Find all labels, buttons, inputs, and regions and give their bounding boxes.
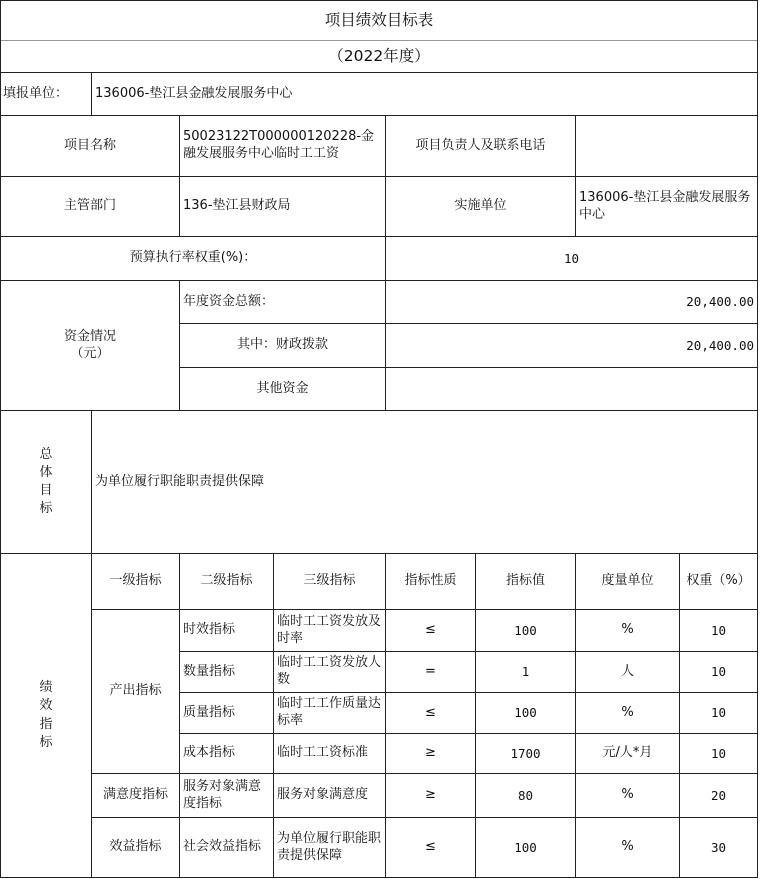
indicator-unit: % bbox=[621, 787, 634, 803]
year-label: （2022年度） bbox=[328, 46, 430, 65]
other-funds-label: 其他资金 bbox=[256, 380, 309, 396]
fiscal-label: 其中：财政拨款 bbox=[236, 337, 328, 353]
indicator-nature: = bbox=[425, 663, 436, 679]
contact-value bbox=[576, 116, 757, 176]
unit-label: 填报单位： bbox=[3, 85, 69, 101]
indicator-nature: ≥ bbox=[425, 787, 436, 803]
indicator-value: 80 bbox=[517, 787, 534, 803]
header-value: 指标值 bbox=[505, 573, 545, 589]
overall-goal-text: 为单位履行职能职责提供保障 bbox=[95, 473, 265, 489]
page-title: 项目绩效目标表 bbox=[324, 10, 434, 29]
indicator-level3: 为单位履行职能职责提供保障 bbox=[277, 830, 382, 863]
annual-total-value: 20,400.00 bbox=[686, 294, 754, 309]
indicator-value: 1 bbox=[521, 664, 530, 679]
fiscal-value: 20,400.00 bbox=[686, 337, 754, 353]
indicator-weight: 10 bbox=[710, 705, 727, 720]
indicator-unit: % bbox=[621, 704, 634, 720]
indicator-unit: % bbox=[621, 839, 634, 855]
dept-label: 主管部门 bbox=[63, 198, 116, 214]
indicator-level2: 质量指标 bbox=[183, 704, 236, 720]
unit-value: 136006-垫江县金融发展服务中心 bbox=[95, 85, 293, 101]
indicator-weight: 20 bbox=[710, 787, 727, 803]
other-funds-value bbox=[386, 368, 757, 410]
indicator-nature: ≥ bbox=[425, 745, 436, 761]
budget-weight-value: 10 bbox=[563, 250, 580, 266]
indicator-level3: 临时工工资标准 bbox=[277, 745, 369, 761]
indicator-level2: 时效指标 bbox=[183, 622, 236, 638]
indicator-value: 1700 bbox=[510, 745, 541, 761]
indicator-weight: 30 bbox=[710, 839, 727, 855]
group-output: 产出指标 bbox=[109, 683, 162, 699]
indicator-unit: % bbox=[621, 622, 634, 638]
indicator-weight: 10 bbox=[710, 622, 727, 638]
contact-label: 项目负责人及联系电话 bbox=[415, 137, 546, 153]
indicator-value: 100 bbox=[514, 705, 537, 720]
indicator-unit: 元/人*月 bbox=[602, 745, 653, 761]
indicator-level2: 成本指标 bbox=[183, 745, 236, 761]
impl-value: 136006-垫江县金融发展服务中心 bbox=[579, 189, 751, 222]
group-satisfaction: 满意度指标 bbox=[102, 787, 168, 803]
budget-weight-label: 预算执行率权重(%)： bbox=[129, 250, 257, 266]
indicator-level3: 服务对象满意度 bbox=[277, 787, 369, 803]
impl-label: 实施单位 bbox=[454, 198, 507, 214]
overall-goal-label: 总 体 目 标 bbox=[39, 446, 53, 517]
indicator-level2: 服务对象满意度指标 bbox=[183, 778, 262, 811]
indicator-level3: 临时工工资发放人数 bbox=[277, 655, 382, 687]
project-name-value: 50023122T000000120228-金融发展服务中心临时工工资 bbox=[183, 129, 375, 161]
header-level1: 一级指标 bbox=[109, 573, 162, 589]
indicator-level2: 社会效益指标 bbox=[183, 839, 262, 855]
header-nature: 指标性质 bbox=[404, 573, 457, 589]
header-unit: 度量单位 bbox=[601, 573, 654, 589]
grid-line bbox=[0, 877, 758, 878]
indicator-nature: ≤ bbox=[425, 704, 436, 720]
project-name-label: 项目名称 bbox=[63, 137, 116, 153]
dept-value: 136-垫江县财政局 bbox=[183, 198, 291, 214]
funds-label: 资金情况（元） bbox=[63, 328, 116, 361]
indicator-level2: 数量指标 bbox=[183, 663, 236, 679]
header-level3: 三级指标 bbox=[303, 573, 356, 589]
indicator-weight: 10 bbox=[710, 745, 727, 761]
group-benefit: 效益指标 bbox=[109, 839, 162, 855]
performance-label: 绩 效 指 标 bbox=[39, 680, 53, 750]
indicator-level3: 临时工工作质量达标率 bbox=[277, 696, 382, 728]
indicator-value: 100 bbox=[514, 839, 537, 855]
indicator-unit: 人 bbox=[620, 663, 634, 679]
indicator-nature: ≤ bbox=[425, 622, 436, 638]
indicator-level3: 临时工工资发放及时率 bbox=[277, 613, 382, 646]
indicator-nature: ≤ bbox=[425, 839, 436, 855]
indicator-weight: 10 bbox=[710, 664, 727, 679]
header-weight: 权重（%） bbox=[686, 573, 751, 589]
annual-total-label: 年度资金总额： bbox=[183, 293, 275, 309]
grid-line bbox=[757, 0, 758, 878]
indicator-value: 100 bbox=[514, 622, 537, 638]
header-level2: 二级指标 bbox=[200, 573, 253, 589]
